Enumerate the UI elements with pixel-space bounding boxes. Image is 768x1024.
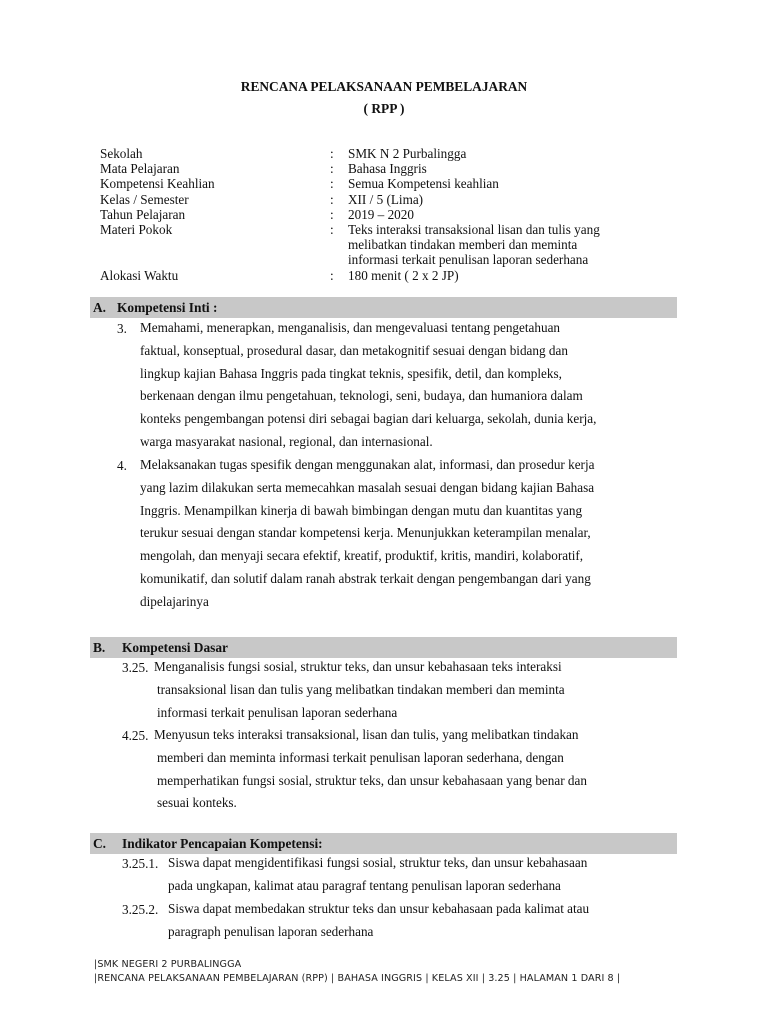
text-line: informasi terkait penulisan laporan sederhana: [157, 704, 398, 720]
identity-key: Kompetensi Keahlian: [100, 176, 215, 192]
identity-key: Alokasi Waktu: [100, 267, 179, 283]
text-line: sesuai konteks.: [157, 795, 237, 811]
identity-value: Semua Kompetensi keahlian: [348, 176, 499, 192]
list-item-body: [168, 852, 668, 898]
list-item-body: [154, 656, 657, 724]
list-number: 4.: [117, 458, 127, 473]
section-title: Kompetensi Inti :: [117, 300, 218, 315]
identity-colon: :: [330, 206, 334, 222]
text-line: faktual, konseptual, prosedural dasar, dan metakognitif sesuai dengan bidang dan: [140, 342, 568, 358]
identity-colon: :: [330, 146, 334, 161]
identity-colon: :: [330, 161, 334, 177]
section-label: B.: [93, 640, 106, 655]
section-c-header: [90, 833, 677, 854]
identity-colon: :: [330, 222, 334, 238]
text-line: Menyusun teks interaksi transaksional, lisan dan tulis, yang melibatkan tindakan: [154, 727, 579, 742]
footer-document-info: |RENCANA PELAKSANAAN PEMBELAJARAN (RPP) | BAHASA INGGRIS | KELAS XII | 3.25 | HALAMAN 1 DARI 8 |: [94, 973, 621, 984]
list-item-body: [154, 724, 657, 815]
section-label: C.: [93, 836, 107, 851]
text-line: lingkup kajian Bahasa Inggris pada tingkat teknis, spesifik, detil, dan kompleks,: [140, 365, 562, 381]
identity-value-line: Teks interaksi transaksional lisan dan tulis yang: [348, 222, 600, 238]
text-line: Siswa dapat membedakan struktur teks dan unsur kebahasaan pada kalimat atau: [168, 901, 590, 916]
identity-key: Materi Pokok: [100, 222, 173, 238]
text-line: terukur sesuai dengan standar kompetensi kerja. Menunjukkan keterampilan menalar,: [140, 525, 591, 541]
section-b-header: [90, 637, 677, 658]
text-line: Siswa dapat mengidentifikasi fungsi sosial, struktur teks, dan unsur kebahasaan: [168, 855, 588, 870]
text-line: memberi dan meminta informasi terkait penulisan laporan sederhana, dengan: [157, 749, 564, 765]
identity-value: 180 menit ( 2 x 2 JP): [348, 267, 459, 283]
identity-key: Sekolah: [100, 146, 143, 161]
identity-value: XII / 5 (Lima): [348, 191, 424, 207]
identity-row: [100, 161, 680, 176]
identity-colon: :: [330, 267, 334, 283]
list-number: 3.25.2.: [122, 902, 159, 917]
text-line: Inggris. Menampilkan kinerja di bawah bimbingan dengan mutu dan kuantitas yang: [140, 502, 583, 518]
identity-row: [100, 146, 680, 161]
document-title: RENCANA PELAKSANAAN PEMBELAJARAN: [240, 79, 528, 94]
text-line: konteks pengembangan potensi diri sebagai bagian dari keluarga, sekolah, dunia kerja,: [140, 411, 597, 427]
identity-table: [100, 146, 680, 283]
identity-key: Mata Pelajaran: [100, 161, 180, 177]
list-number: 3.25.1.: [122, 856, 159, 871]
section-title: Indikator Pencapaian Kompetensi:: [122, 836, 323, 851]
text-line: dipelajarinya: [140, 593, 209, 609]
section-label: A.: [93, 300, 107, 315]
identity-row: [100, 176, 680, 191]
text-line: Melaksanakan tugas spesifik dengan menggunakan alat, informasi, dan prosedur kerja: [140, 457, 595, 472]
identity-colon: :: [330, 191, 334, 207]
identity-row: [100, 222, 680, 268]
text-line: berkenaan dengan ilmu pengetahuan, teknologi, seni, budaya, dan humaniora dalam: [140, 388, 583, 404]
list-item-body: [168, 898, 668, 944]
text-line: transaksional lisan dan tulis yang melibatkan tindakan memberi dan meminta: [157, 681, 565, 697]
text-line: memperhatikan fungsi sosial, struktur teks, dan unsur kebahasaan yang benar dan: [157, 772, 587, 788]
list-number: 3.: [117, 321, 127, 336]
list-number: 4.25.: [122, 728, 149, 743]
identity-value: 2019 – 2020: [348, 206, 414, 222]
identity-row: [100, 192, 680, 207]
text-line: mengolah, dan menyaji secara efektif, kreatif, produktif, kritis, mandiri, kolaboratif,: [140, 548, 584, 564]
text-line: pada ungkapan, kalimat atau paragraf tentang penulisan laporan sederhana: [168, 877, 561, 893]
list-item-body: [140, 317, 675, 454]
identity-value: SMK N 2 Purbalingga: [348, 146, 467, 161]
footer-school: |SMK NEGERI 2 PURBALINGGA: [94, 959, 242, 970]
list-number: 3.25.: [122, 660, 149, 675]
identity-key: Tahun Pelajaran: [100, 206, 186, 222]
identity-value-line: informasi terkait penulisan laporan sederhana: [348, 252, 589, 268]
identity-value-multiline: [348, 222, 678, 268]
text-line: komunikatif, dan solutif dalam ranah abstrak terkait dengan pengembangan dari yang: [140, 570, 591, 586]
identity-row: [100, 207, 680, 222]
text-line: Memahami, menerapkan, menganalisis, dan mengevaluasi tentang pengetahuan: [140, 320, 561, 335]
section-a-header: [90, 297, 677, 318]
identity-key: Kelas / Semester: [100, 191, 189, 207]
text-line: Menganalisis fungsi sosial, struktur teks, dan unsur kebahasaan teks interaksi: [154, 659, 562, 674]
text-line: warga masyarakat nasional, regional, dan internasional.: [140, 433, 433, 449]
identity-row: [100, 268, 680, 283]
identity-colon: :: [330, 176, 334, 192]
document-subtitle: ( RPP ): [363, 101, 405, 116]
identity-value: Bahasa Inggris: [348, 161, 427, 177]
identity-value-line: melibatkan tindakan memberi dan meminta: [348, 237, 578, 253]
section-title: Kompetensi Dasar: [122, 640, 229, 655]
text-line: yang lazim dilakukan serta memecahkan masalah sesuai dengan bidang kajian Bahasa: [140, 479, 595, 495]
list-item-body: [140, 454, 675, 614]
text-line: paragraph penulisan laporan sederhana: [168, 923, 374, 939]
